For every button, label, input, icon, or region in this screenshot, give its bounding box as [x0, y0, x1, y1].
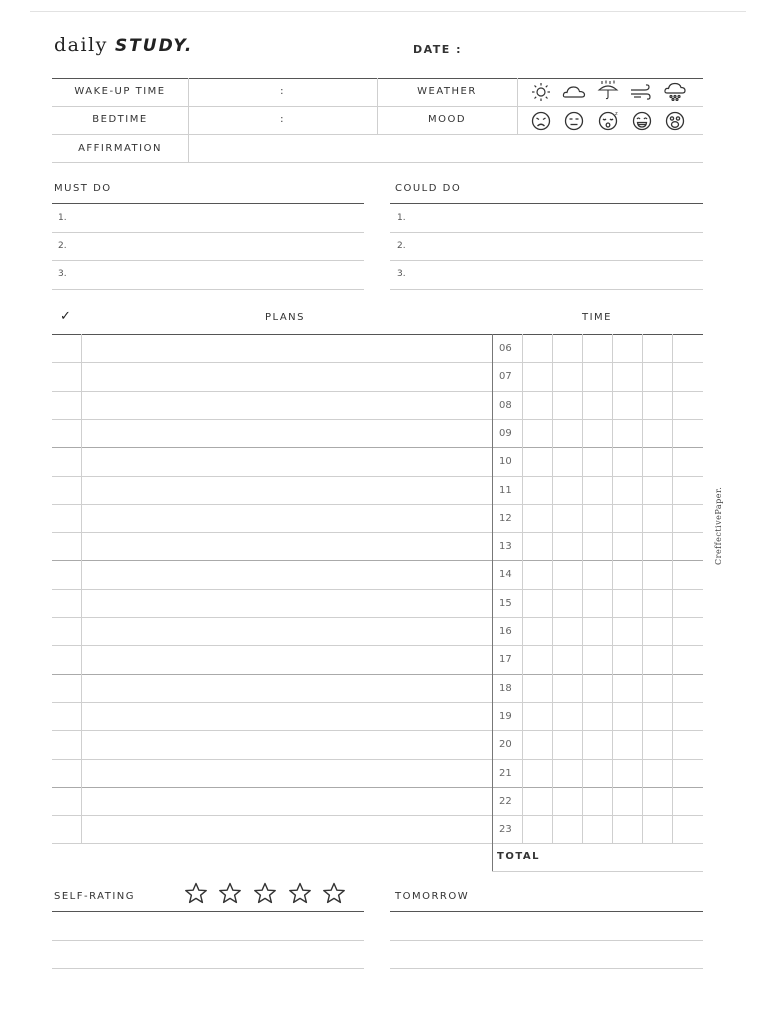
- star-icon[interactable]: [322, 882, 346, 904]
- tomorrow-top-rule: [390, 911, 703, 912]
- hour-label: 18: [499, 683, 512, 694]
- must-do-rule: [52, 232, 364, 233]
- hour-label: 17: [499, 654, 512, 665]
- plan-entry-row[interactable]: [82, 815, 492, 843]
- must-do-item-3[interactable]: 3.: [58, 269, 67, 279]
- plan-checkbox-cell[interactable]: [52, 702, 81, 730]
- neutral-face-icon[interactable]: [562, 111, 586, 131]
- plan-checkbox-cell[interactable]: [52, 674, 81, 702]
- plan-entry-row[interactable]: [82, 362, 492, 390]
- hour-label: 21: [499, 768, 512, 779]
- self-rating-top-rule: [52, 911, 364, 912]
- hour-label: 14: [499, 569, 512, 580]
- plan-entry-row[interactable]: [82, 674, 492, 702]
- plan-entry-row[interactable]: [82, 447, 492, 475]
- hour-label: 07: [499, 371, 512, 382]
- wind-icon[interactable]: [629, 82, 653, 102]
- star-icon[interactable]: [253, 882, 277, 904]
- must-do-label: MUST DO: [54, 183, 112, 194]
- plan-checkbox-cell[interactable]: [52, 334, 81, 362]
- plan-checkbox-cell[interactable]: [52, 532, 81, 560]
- plans-label: PLANS: [265, 312, 305, 323]
- must-do-top-rule: [52, 203, 364, 204]
- plan-checkbox-cell[interactable]: [52, 815, 81, 843]
- page-title: [54, 34, 193, 56]
- time-grid-divider: [612, 334, 613, 843]
- hour-label: 19: [499, 711, 512, 722]
- plan-checkbox-cell[interactable]: [52, 476, 81, 504]
- mood-label: MOOD: [427, 114, 467, 125]
- weather-label: WEATHER: [417, 86, 477, 97]
- tomorrow-label: TOMORROW: [395, 891, 470, 902]
- hour-label: 16: [499, 626, 512, 637]
- must-do-rule: [52, 289, 364, 290]
- plan-entry-row[interactable]: [82, 645, 492, 673]
- title-study: STUDY.: [114, 36, 194, 56]
- hour-label: 12: [499, 513, 512, 524]
- could-do-top-rule: [390, 203, 703, 204]
- plan-checkbox-cell[interactable]: [52, 504, 81, 532]
- time-grid-divider: [642, 334, 643, 843]
- info-table-divider: [517, 78, 518, 134]
- time-grid-divider: [582, 334, 583, 843]
- excited-face-icon[interactable]: [663, 111, 687, 131]
- time-label: TIME: [582, 312, 613, 323]
- hour-label: 06: [499, 343, 512, 354]
- plan-checkbox-cell[interactable]: [52, 447, 81, 475]
- could-do-rule: [390, 260, 703, 261]
- must-do-item-2[interactable]: 2.: [58, 241, 67, 251]
- plan-entry-row[interactable]: [82, 787, 492, 815]
- plan-checkbox-cell[interactable]: [52, 617, 81, 645]
- hour-label: 15: [499, 598, 512, 609]
- plan-entry-row[interactable]: [82, 759, 492, 787]
- plan-checkbox-cell[interactable]: [52, 419, 81, 447]
- affirmation-field[interactable]: [189, 135, 703, 162]
- sad-face-icon[interactable]: [529, 111, 553, 131]
- hour-label: 10: [499, 456, 512, 467]
- star-icon[interactable]: [184, 882, 208, 904]
- top-rule: [30, 11, 746, 12]
- rain-umbrella-icon[interactable]: [596, 80, 620, 100]
- plans-row-rule: [52, 843, 703, 844]
- hour-label: 09: [499, 428, 512, 439]
- hour-label: 13: [499, 541, 512, 552]
- plan-entry-row[interactable]: [82, 419, 492, 447]
- total-label: TOTAL: [497, 851, 540, 862]
- could-do-item-1[interactable]: 1.: [397, 213, 406, 223]
- hour-label: 11: [499, 485, 512, 496]
- plan-entry-row[interactable]: [82, 532, 492, 560]
- could-do-rule: [390, 232, 703, 233]
- plan-entry-row[interactable]: [82, 589, 492, 617]
- time-grid-divider: [522, 334, 523, 843]
- tomorrow-rule[interactable]: [390, 968, 703, 969]
- plan-checkbox-cell[interactable]: [52, 759, 81, 787]
- info-table-rule: [52, 162, 703, 163]
- bedtime-field[interactable]: :: [280, 114, 285, 125]
- plan-checkbox-cell[interactable]: [52, 391, 81, 419]
- plans-check-divider: [81, 334, 82, 843]
- date-label: DATE :: [413, 43, 463, 56]
- total-rule: [492, 871, 703, 872]
- grin-face-icon[interactable]: [630, 111, 654, 131]
- sleepy-face-icon[interactable]: [596, 111, 620, 131]
- time-grid-divider: [552, 334, 553, 843]
- plan-entry-row[interactable]: [82, 391, 492, 419]
- date-field[interactable]: [470, 36, 700, 62]
- hour-label: 22: [499, 796, 512, 807]
- hour-label: 20: [499, 739, 512, 750]
- could-do-label: COULD DO: [395, 183, 462, 194]
- watermark-brand: CreffectivePaper.: [714, 486, 723, 565]
- hour-label: 23: [499, 824, 512, 835]
- plan-entry-row[interactable]: [82, 334, 492, 362]
- wake-up-time-field[interactable]: :: [280, 86, 285, 97]
- self-rating-label: SELF-RATING: [54, 891, 135, 902]
- self-rating-rule[interactable]: [52, 968, 364, 969]
- plan-entry-row[interactable]: [82, 702, 492, 730]
- cloud-icon[interactable]: [562, 82, 586, 102]
- plan-entry-row[interactable]: [82, 476, 492, 504]
- plan-entry-row[interactable]: [82, 560, 492, 588]
- plan-checkbox-cell[interactable]: [52, 589, 81, 617]
- must-do-rule: [52, 260, 364, 261]
- plan-checkbox-cell[interactable]: [52, 645, 81, 673]
- plan-checkbox-cell[interactable]: [52, 560, 81, 588]
- time-grid-divider: [672, 334, 673, 843]
- hour-label: 08: [499, 400, 512, 411]
- plan-checkbox-cell[interactable]: [52, 362, 81, 390]
- snow-cloud-icon[interactable]: [663, 81, 687, 101]
- bedtime-label: BEDTIME: [92, 114, 148, 125]
- tomorrow-rule[interactable]: [390, 940, 703, 941]
- must-do-item-1[interactable]: 1.: [58, 213, 67, 223]
- could-do-item-2[interactable]: 2.: [397, 241, 406, 251]
- svg-text:z: z: [615, 111, 618, 117]
- wake-up-time-label: WAKE-UP TIME: [74, 86, 166, 97]
- title-daily: daily: [54, 34, 108, 56]
- could-do-rule: [390, 289, 703, 290]
- star-icon[interactable]: [218, 882, 242, 904]
- plan-entry-row[interactable]: [82, 617, 492, 645]
- self-rating-rule[interactable]: [52, 940, 364, 941]
- plan-entry-row[interactable]: [82, 504, 492, 532]
- could-do-item-3[interactable]: 3.: [397, 269, 406, 279]
- check-mark-icon: ✓: [60, 309, 71, 324]
- affirmation-label: AFFIRMATION: [78, 143, 162, 154]
- star-icon[interactable]: [288, 882, 312, 904]
- plan-checkbox-cell[interactable]: [52, 730, 81, 758]
- sun-icon[interactable]: [529, 82, 553, 102]
- plan-checkbox-cell[interactable]: [52, 787, 81, 815]
- plans-time-divider: [492, 334, 493, 871]
- plan-entry-row[interactable]: [82, 730, 492, 758]
